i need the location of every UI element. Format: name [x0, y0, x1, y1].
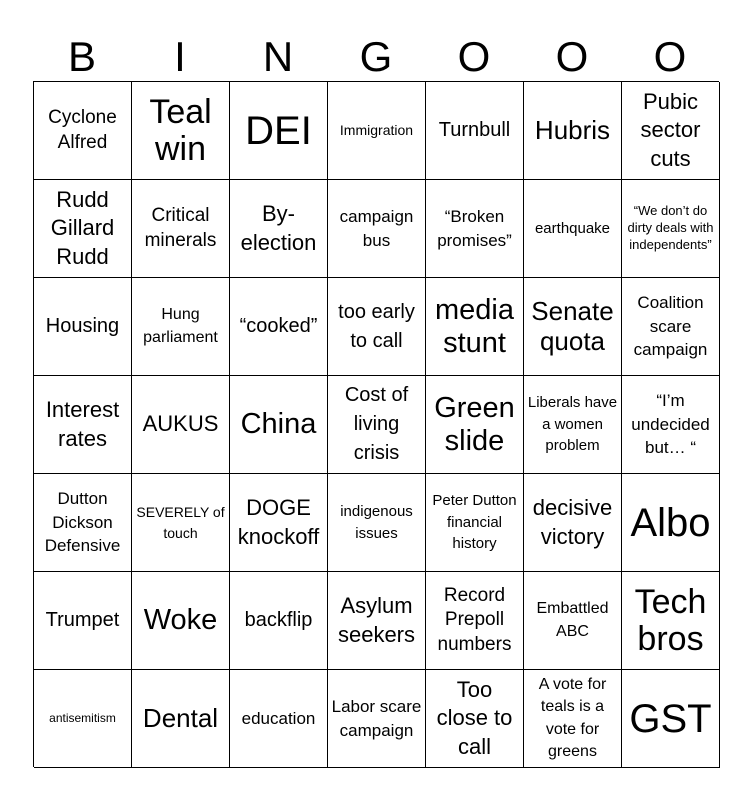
bingo-cell: “I’m undecided but… “ [622, 376, 720, 474]
bingo-cell: decisive victory [524, 474, 622, 572]
bingo-cell: Immigration [328, 82, 426, 180]
bingo-cell: Senate quota [524, 278, 622, 376]
bingo-cell: indigenous issues [328, 474, 426, 572]
bingo-cell: too early to call [328, 278, 426, 376]
bingo-cell: A vote for teals is a vote for greens [524, 670, 622, 768]
bingo-cell: Record Prepoll numbers [426, 572, 524, 670]
bingo-cell: Dutton Dickson Defensive [34, 474, 132, 572]
bingo-cell: Coalition scare campaign [622, 278, 720, 376]
bingo-cell: Green slide [426, 376, 524, 474]
bingo-cell: Woke [132, 572, 230, 670]
bingo-cell: Too close to call [426, 670, 524, 768]
header-letter-n: N [262, 33, 294, 80]
bingo-cell: Turnbull [426, 82, 524, 180]
bingo-header [33, 33, 719, 81]
bingo-cell: Critical minerals [132, 180, 230, 278]
bingo-cell: China [230, 376, 328, 474]
header-letter-b: B [67, 33, 96, 80]
bingo-cell: Tech bros [622, 572, 720, 670]
bingo-cell: Asylum seekers [328, 572, 426, 670]
bingo-cell: Embattled ABC [524, 572, 622, 670]
bingo-cell: Trumpet [34, 572, 132, 670]
bingo-cell: SEVERELY of touch [132, 474, 230, 572]
header-letter-g: G [359, 33, 393, 80]
header-letter-o-1: O [457, 33, 491, 80]
header-letter-o-2: O [555, 33, 589, 80]
bingo-cell: campaign bus [328, 180, 426, 278]
bingo-cell: Housing [34, 278, 132, 376]
header-letter-i: I [174, 33, 186, 80]
bingo-cell: “We don’t do dirty deals with independents” [622, 180, 720, 278]
bingo-cell: Hung parliament [132, 278, 230, 376]
bingo-cell: antisemitism [34, 670, 132, 768]
bingo-cell: Interest rates [34, 376, 132, 474]
bingo-cell: Teal win [132, 82, 230, 180]
bingo-cell: “cooked” [230, 278, 328, 376]
bingo-cell: Liberals have a women problem [524, 376, 622, 474]
bingo-cell: By-election [230, 180, 328, 278]
bingo-cell: Cost of living crisis [328, 376, 426, 474]
bingo-cell: DEI [230, 82, 328, 180]
bingo-cell: education [230, 670, 328, 768]
bingo-cell: Rudd Gillard Rudd [34, 180, 132, 278]
bingo-cell: Dental [132, 670, 230, 768]
bingo-cell: AUKUS [132, 376, 230, 474]
bingo-cell: Albo [622, 474, 720, 572]
bingo-grid [33, 81, 719, 767]
bingo-cell: Peter Dutton financial history [426, 474, 524, 572]
bingo-cell: backflip [230, 572, 328, 670]
header-letter-o-3: O [653, 33, 687, 80]
bingo-cell: GST [622, 670, 720, 768]
bingo-cell: Labor scare campaign [328, 670, 426, 768]
bingo-cell: “Broken promises” [426, 180, 524, 278]
bingo-cell: Hubris [524, 82, 622, 180]
bingo-cell: earthquake [524, 180, 622, 278]
bingo-cell: Cyclone Alfred [34, 82, 132, 180]
bingo-cell: Pubic sector cuts [622, 82, 720, 180]
bingo-cell: media stunt [426, 278, 524, 376]
bingo-cell: DOGE knockoff [230, 474, 328, 572]
